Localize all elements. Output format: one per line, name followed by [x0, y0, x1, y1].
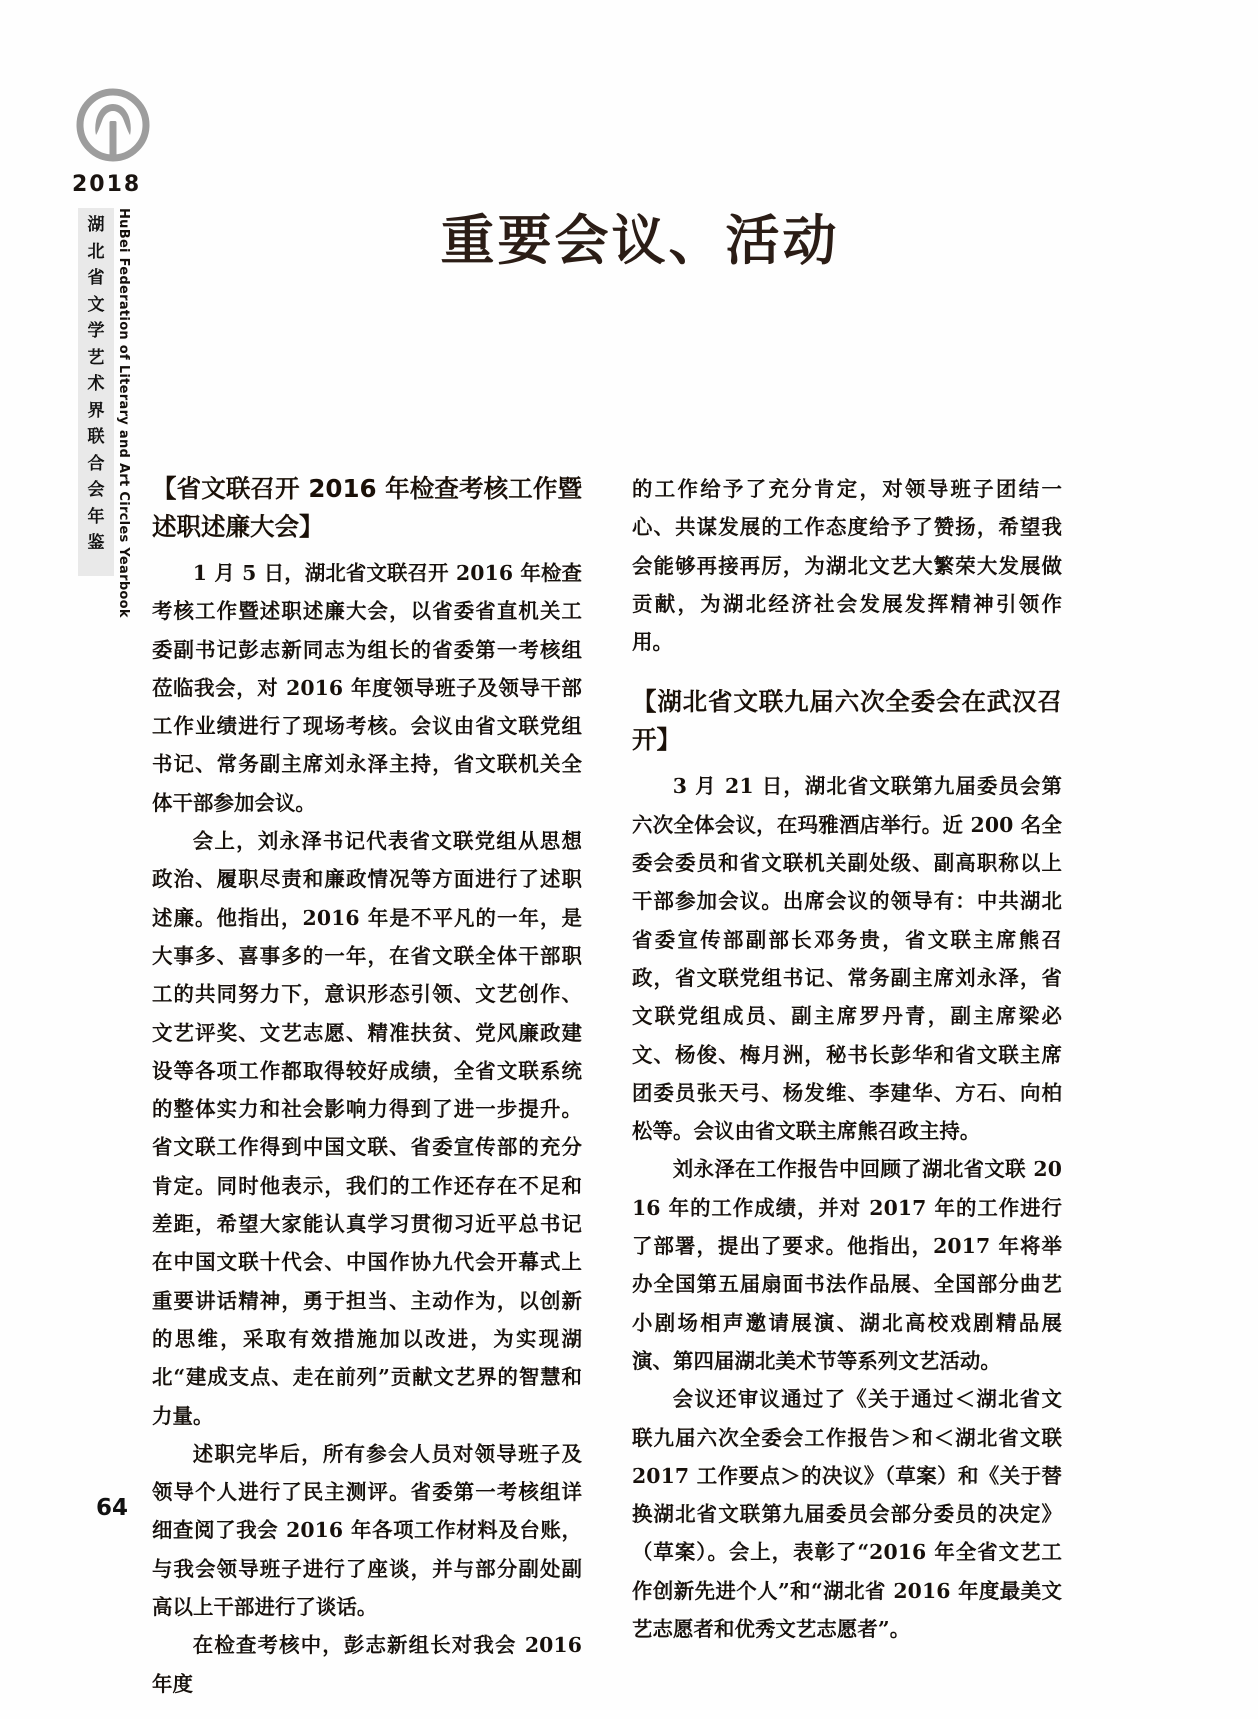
paragraph: 1 月 5 日，湖北省文联召开 2016 年检查考核工作暨述职述廉大会，以省委省直机关工委副书记彭志新同志为组长的省委第一考核组莅临我会，对 2016 年度领导班子及领导干部工作业绩进行了现场考核。会议由省文联党组书记、常务副主席刘永泽主持，省文联机关全体干部参加会议。 [152, 561, 582, 815]
federation-emblem-icon [74, 88, 152, 166]
section-heading-first: 【省文联召开 2016 年检查考核工作暨述职述廉大会】 [152, 474, 582, 541]
sidebar-title-en: HuBei Federation of Literary and Art Circles Yearbook [116, 208, 131, 618]
yearbook-year: 2018 [72, 172, 142, 197]
sidebar-spine [78, 208, 142, 618]
column-left [152, 470, 582, 1696]
page-number: 64 [96, 1495, 129, 1521]
section-heading-second: 【湖北省文联九届六次全委会在武汉召开】 [632, 687, 1062, 755]
column-right [632, 470, 1062, 1642]
sidebar-title-cn: 湖北省文学艺术界联合会年鉴 [87, 215, 105, 553]
paragraph: 在检查考核中，彭志新组长对我会 2016 年度 [152, 1633, 582, 1696]
paragraph: 刘永泽在工作报告中回顾了湖北省文联 2016 年的工作成绩，并对 2017 年的工作进行了部署，提出了要求。他指出，2017 年将举办全国第五届扇面书法作品展、全国部分曲艺小剧场相声邀请展演、湖北高校戏剧精品展演、第四届湖北美术节等系列文艺活动。 [632, 1157, 1062, 1373]
paragraph: 述职完毕后，所有参会人员对领导班子及领导个人进行了民主测评。省委第一考核组详细查阅了我会 2016 年各项工作材料及台账，与我会领导班子进行了座谈，并与部分副处副高以上干部进行了谈话。 [152, 1441, 582, 1620]
page-title: 重要会议、活动 [440, 209, 840, 272]
article-columns [152, 470, 1072, 1696]
masthead [68, 88, 208, 197]
paragraph: 3 月 21 日，湖北省文联第九届委员会第六次全体会议，在玛雅酒店举行。近 200 名全委会委员和省文联机关副处级、副高职称以上干部参加会议。出席会议的领导有：中共湖北省委宣传部副部长邓务贵，省文联主席熊召政，省文联党组书记、常务副主席刘永泽，省文联党组成员、副主席罗丹青，副主席梁必文、杨俊、梅月洲，秘书长彭华和省文联主席团委员张天弓、杨发维、李建华、方石、向柏松等。会议由省文联主席熊召政主持。 [632, 774, 1062, 1144]
paragraph-continued: 的工作给予了充分肯定，对领导班子团结一心、共谋发展的工作态度给予了赞扬，希望我会能够再接再厉，为湖北文艺大繁荣大发展做贡献，为湖北经济社会发展发挥精神引领作用。 [632, 477, 1062, 655]
paragraph: 会上，刘永泽书记代表省文联党组从思想政治、履职尽责和廉政情况等方面进行了述职述廉。他指出，2016 年是不平凡的一年，是大事多、喜事多的一年，在省文联全体干部职工的共同努力下，意识形态引领、文艺创作、文艺评奖、文艺志愿、精准扶贫、党风廉政建设等各项工作都取得较好成绩，全省文联系统的整体实力和社会影响力得到了进一步提升。省文联工作得到中国文联、省委宣传部的充分肯定。同时他表示，我们的工作还存在不足和差距，希望大家能认真学习贯彻习近平总书记在中国文联十代会、中国作协九代会开幕式上重要讲话精神，勇于担当、主动作为，以创新的思维，采取有效措施加以改进，为实现湖北“建成支点、走在前列”贡献文艺界的智慧和力量。 [152, 829, 582, 1428]
paragraph: 会议还审议通过了《关于通过＜湖北省文联九届六次全委会工作报告＞和＜湖北省文联 2017 工作要点＞的决议》（草案）和《关于替换湖北省文联第九届委员会部分委员的决定》（草案）。会上，表彰了“2016 年全省文艺工作创新先进个人”和“湖北省 2016 年度最美文艺志愿者和优秀文艺志愿者”。 [632, 1387, 1062, 1642]
